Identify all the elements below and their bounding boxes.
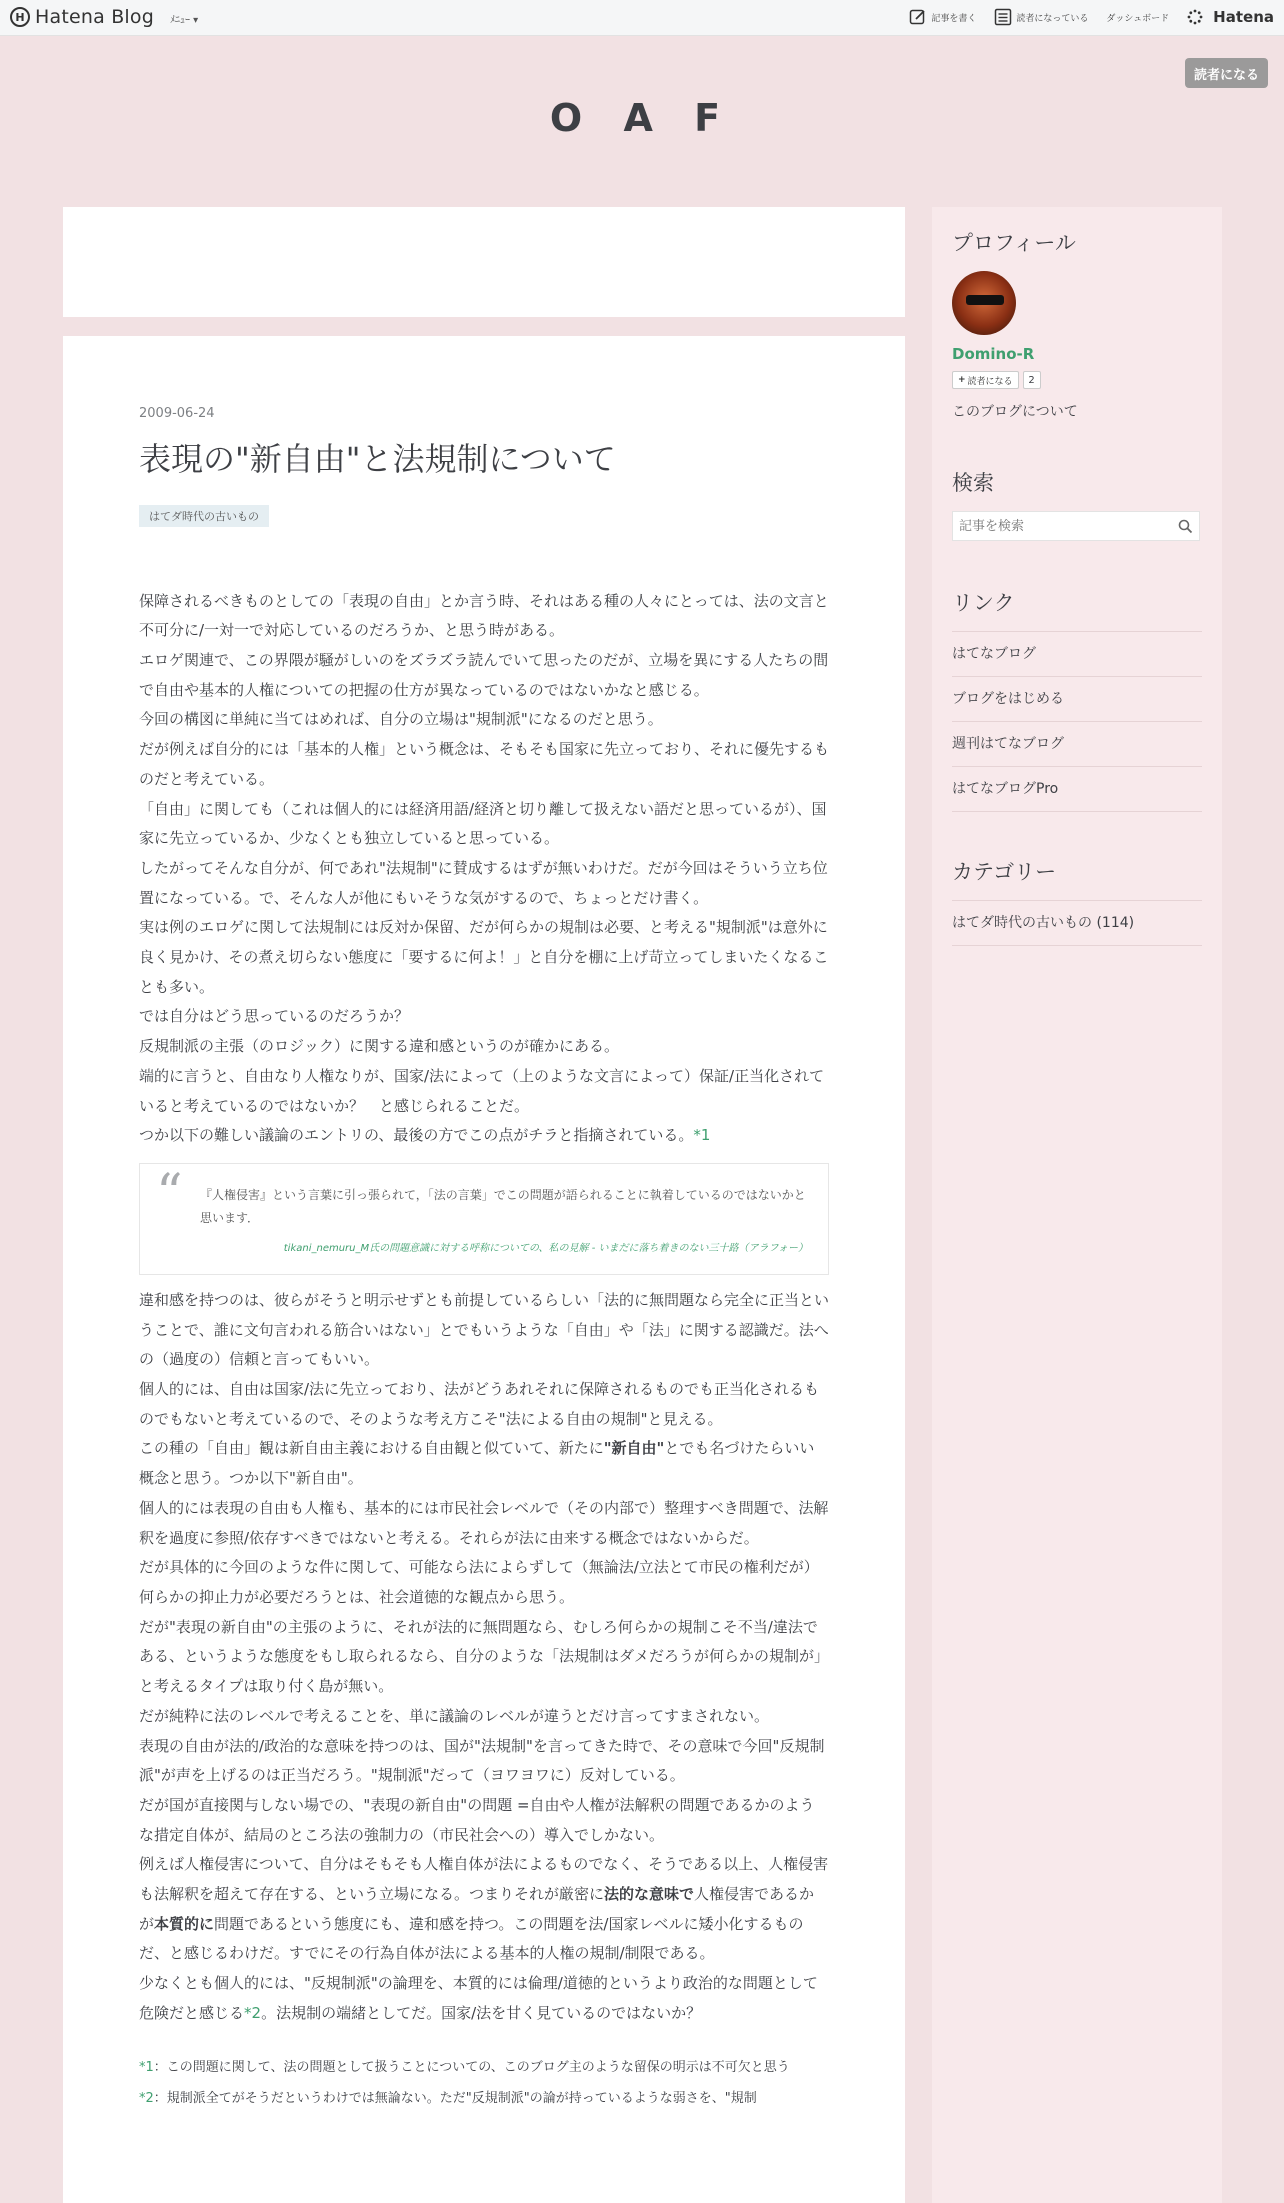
emphasis: 本質的に: [154, 1914, 215, 1933]
paragraph: だが具体的に今回のような件に関して、可能なら法によらずして（無論法/立法とて市民の権利だが）何らかの抑止力が必要だろうとは、社会道徳的な観点から思う。: [139, 1558, 819, 1606]
avatar[interactable]: [952, 271, 1016, 335]
search-form: [952, 511, 1200, 541]
about-blog-link[interactable]: このブログについて: [952, 404, 1078, 420]
reader-label: 読者になっている: [1016, 13, 1089, 24]
entry-body: [139, 587, 829, 2029]
paragraph: だが純粋に法のレベルで考えることを、単に議論のレベルが違うとだけ言ってすまされない。: [139, 1706, 770, 1725]
blog-title[interactable]: O A F: [549, 96, 735, 140]
paragraph: [139, 1434, 829, 1493]
hatena-label: Hatena: [1213, 8, 1274, 26]
footnote-text: ：規制派全てがそうだというわけでは無論ない。ただ"反規制派"の論が持っているような弱さを、"規制: [153, 2090, 757, 2106]
follow-row: [952, 371, 1202, 389]
header-actions: [891, 8, 1274, 26]
hatena-blog-logo[interactable]: [10, 6, 154, 28]
links-title: リンク: [952, 591, 1015, 615]
paragraph: [139, 1969, 829, 2028]
paragraph: 「自由」に関しても（これは個人的には経済用語/経済と切り離して扱えない語だと思っているが）、国家に先立っているか、少なくとも独立していると思っている。: [139, 799, 827, 848]
category-title: カテゴリー: [952, 860, 1057, 884]
search-input[interactable]: [953, 512, 1163, 540]
paragraph: [139, 1121, 829, 1151]
footnote-backlink[interactable]: *2: [139, 2090, 154, 2106]
hatena-dots-icon: [1187, 9, 1203, 25]
link-item[interactable]: ブログをはじめる: [952, 677, 1202, 722]
hatena-menu[interactable]: [1187, 8, 1274, 26]
paragraph: [139, 1850, 829, 1969]
follow-small-button[interactable]: [952, 371, 1019, 389]
quote-mark-icon: “: [156, 1163, 183, 1224]
category-list: [952, 900, 1202, 946]
footnote-text: ：この問題に関して、法の問題として扱うことについての、このブログ主のような留保の明示は不可欠と思う: [153, 2059, 790, 2075]
links-list: [952, 631, 1202, 812]
follow-small-label: 読者になる: [967, 376, 1013, 387]
paragraph: 実は例のエロゲに関して法規制には反対か保留、だが何らかの規制は必要、と考える"規制派"は意外に良く見かけ、その煮え切らない態度に「要するに何よ！」と自分を棚に上げ苛立ってしまいたくなることも多い。: [139, 918, 829, 996]
paragraph: 表現の自由が法的/政治的な意味を持つのは、国が"法規制"を言ってきた時で、その意味で今回"反規制派"が声を上げるのは正当だろう。"規制派"だって（ヨワヨワに）反対している。: [139, 1736, 825, 1785]
entry-title[interactable]: 表現の"新自由"と法規制について: [139, 440, 616, 478]
emphasis: 法的な意味で: [604, 1885, 695, 1904]
emphasis: "新自由": [603, 1439, 665, 1458]
quote-text: 『人権侵害』という言葉に引っ張られて，「法の言葉」でこの問題が語られることに執着しているのではないかと思います．: [200, 1187, 806, 1225]
paragraph: 保障されるべきものとしての「表現の自由」とか言う時、それはある種の人々にとっては、法の文言と不可分に/一対一で対応しているのだろうか、と思う時がある。: [139, 591, 829, 640]
search-title: 検索: [952, 471, 994, 495]
paragraph: エロゲ関連で、この界隈が騒がしいのをズラズラ読んでいて思ったのだが、立場を異にする人たちの間で自由や基本的人権についての把握の仕方が異なっているのではないかなと感じる。: [139, 651, 829, 699]
paragraph-text: つか以下の難しい議論のエントリの、最後の方でこの点がチラと指摘されている。: [139, 1126, 694, 1145]
search-icon[interactable]: [1178, 519, 1193, 534]
reading-list-link[interactable]: [994, 8, 1088, 26]
link-item[interactable]: はてなブログ: [952, 632, 1202, 677]
entry-date[interactable]: 2009-06-24: [139, 406, 215, 421]
paragraph: 端的に言うと、自由なり人権なりが、国家/法によって（上のような文言によって）保証/正当化されていると考えているのではないか？ と感じられることだ。: [139, 1066, 825, 1115]
follower-count[interactable]: 2: [1023, 371, 1041, 389]
footnote-backlink[interactable]: *1: [139, 2059, 154, 2075]
paragraph: だが国が直接関与しない場での、"表現の新自由"の問題 =自由や人権が法解釈の問題であるかのような措定自体が、結局のところ法の強制力の（市民社会への）導入でしかない。: [139, 1795, 815, 1844]
footnotes: [139, 2057, 829, 2109]
paragraph-text: 人権侵害であるかが: [139, 1885, 815, 1933]
footnote-ref-1[interactable]: *1: [693, 1126, 711, 1145]
paragraph: したがってそんな自分が、何であれ"法規制"に賛成するはずが無いわけだ。だが今回はそういう立ち位置になっている。で、そんな人が他にもいそうな気がするので、ちょっとだけ書く。: [139, 858, 828, 907]
plus-icon: +: [958, 375, 966, 385]
profile-title: プロフィール: [952, 231, 1076, 255]
entry-category[interactable]: はてダ時代の古いもの: [139, 505, 269, 527]
ad-area: [63, 207, 905, 317]
paragraph: だが"表現の新自由"の主張のように、それが法的に無問題なら、むしろ何らかの規制こそ不当/違法である、というような態度をもし取られるなら、自分のような「法規制はダメだろうが何らかの規制が」と考えるタイプは取り付く島が無い。: [139, 1617, 830, 1696]
link-item[interactable]: はてなブログPro: [952, 767, 1202, 812]
blockquote: [139, 1163, 829, 1275]
menu-dropdown[interactable]: ﾒﾆｭｰ ▾: [170, 15, 199, 26]
footnote-item: [139, 2088, 829, 2109]
hatena-logo-icon: H: [10, 7, 30, 27]
link-item[interactable]: 週刊はてなブログ: [952, 722, 1202, 767]
write-label: 記事を書く: [931, 13, 977, 24]
paragraph: 個人的には表現の自由も人権も、基本的には市民社会レベルで（その内部で）整理すべき問題で、法解釈を過度に参照/依存すべきではないと考える。それらが法に由来する概念ではないからだ。: [139, 1498, 829, 1547]
paragraph-text: 。法規制の端緒としてだ。国家/法を甘く見ているのではないか？: [261, 2003, 702, 2022]
paragraph: では自分はどう思っているのだろうか？: [139, 1007, 410, 1026]
paragraph: 個人的には、自由は国家/法に先立っており、法がどうあれそれに保障されるものでも正当化されるものでもないと考えているので、そのような考え方こそ"法による自由の規制"と見える。: [139, 1380, 820, 1428]
paragraph-text: 例えば人権侵害について、自分はそもそも人権自体が法によるものでなく、そうである以上、人権侵害も法解釈を超えて存在する、という立場になる。つまりそれが厳密に: [139, 1855, 829, 1904]
paragraph-text: 問題であるという態度にも、違和感を持つ。この問題を法/国家レベルに矮小化するものだ、と感じるわけだ。すでにその行為自体が法による基本的人権の規制/制限である。: [139, 1914, 804, 1963]
paragraph: 違和感を持つのは、彼らがそうと明示せずとも前提しているらしい「法的に無問題なら完全に正当ということで、誰に文句言われる筋合いはない」とでもいうような「自由」や「法」に関する認識だ。法への（過度の）信頼と言ってもいい。: [139, 1290, 830, 1369]
paragraph-text: 少なくとも個人的には、"反規制派"の論理を、本質的には倫理/道徳的というより政治的な問題として危険だと感じる: [139, 1974, 818, 2022]
footnote-ref-2[interactable]: *2: [244, 2003, 262, 2022]
paragraph-text: とでも名づけたらいい概念と思う。つか以下"新自由"。: [139, 1439, 815, 1488]
dashboard-link[interactable]: [1106, 11, 1169, 24]
logo-text: Hatena Blog: [35, 6, 154, 28]
quote-cite-link[interactable]: tikani_nemuru_M氏の問題意識に対する呼称についての、私の見解 - いまだに落ち着きのない三十路（アラフォー）: [283, 1242, 808, 1254]
paragraph: 反規制派の主張（のロジック）に関する違和感というのが確かにある。: [139, 1037, 620, 1056]
write-entry-link[interactable]: [909, 8, 976, 26]
category-item[interactable]: はてダ時代の古いもの (114): [952, 901, 1202, 946]
menu-label: ﾒﾆｭｰ: [170, 15, 190, 26]
paragraph-text: この種の「自由」観は新自由主義における自由観と似ていて、新たに: [139, 1439, 604, 1458]
paragraph: だが例えば自分的には「基本的人権」という概念は、そもそも国家に先立っており、それに優先するものだと考えている。: [139, 740, 830, 788]
list-icon: [994, 8, 1012, 26]
entry: [63, 336, 905, 2203]
profile-name-link[interactable]: Domino-R: [952, 345, 1035, 363]
dashboard-label: ダッシュボード: [1106, 13, 1170, 24]
sidebar: [932, 207, 1222, 2203]
pencil-icon: [909, 8, 927, 26]
footnote-item: [139, 2057, 829, 2078]
subscribe-button[interactable]: 読者になる: [1185, 58, 1268, 88]
global-header: [0, 0, 1284, 36]
paragraph: 今回の構図に単純に当てはめれば、自分の立場は"規制派"になるのだと思う。: [139, 710, 663, 729]
